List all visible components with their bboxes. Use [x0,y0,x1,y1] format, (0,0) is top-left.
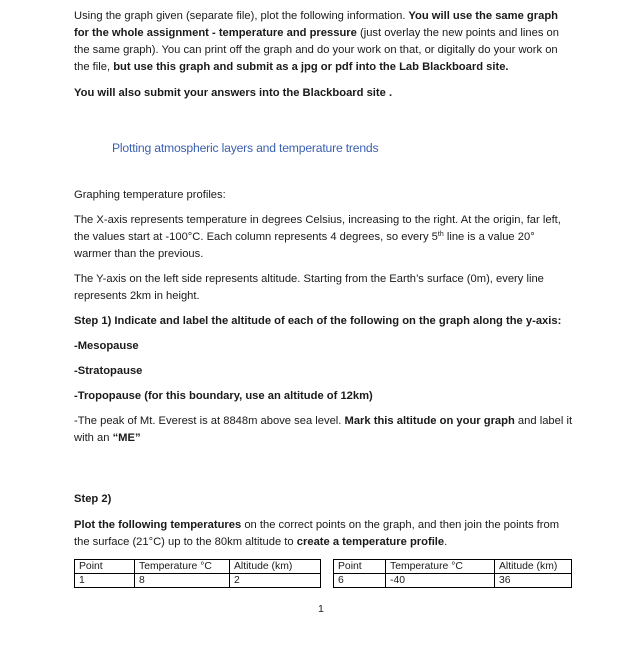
table-row [334,574,572,588]
table-cell: 8 [135,574,230,588]
intro-text-1: Using the graph given (separate file), plot the following information. [74,10,406,22]
step2-bold-a: Plot the following temperatures [74,519,242,531]
xaxis-text-b: line is a value 20° warmer than the previous. [74,231,535,260]
intro-bold-1: You will use the same graph for the whole assignment - temperature and pressure [74,10,558,39]
table-header-cell: Temperature °C [135,560,230,574]
table-header-cell: Temperature °C [386,560,495,574]
step2-paragraph [74,517,574,551]
step2-title: Step 2) [74,493,112,505]
table-header-row [75,560,321,574]
table-cell: 6 [334,574,386,588]
step2-text-b: on the correct points on the graph, and then join the points from the surface (21°C) up to the 80km altitude to [74,519,560,548]
submit-note: You will also submit your answers into the Blackboard site . [74,87,393,99]
step2-bold-c: create a temperature profile [296,536,445,548]
table-row [75,574,321,588]
table-cell: 36 [495,574,572,588]
section-heading: Plotting atmospheric layers and temperature trends [112,141,379,155]
table-header-row [334,560,572,574]
table-cell: 1 [75,574,135,588]
step2-text-d: . [444,536,448,548]
table-cell: -40 [386,574,495,588]
table-header-cell: Altitude (km) [495,560,572,574]
step1-title: Step 1) Indicate and label the altitude of each of the following on the graph along the y-axis: [74,315,562,327]
everest-bold-b: Mark this altitude on your graph [344,415,515,427]
page-number: 1 [318,603,324,615]
everest-text-a: -The peak of Mt. Everest is at 8848m above sea level. [74,415,345,427]
table-header-cell: Point [75,560,135,574]
step1-item-tropopause: -Tropopause (for this boundary, use an altitude of 12km) [74,390,373,402]
everest-paragraph [74,413,574,447]
xaxis-text-a: The X-axis represents temperature in degrees Celsius, increasing to the right. At the origin, far left, the values start at -100°C. Each column represents 4 degrees, so every 5 [74,214,561,243]
table-cell: 2 [230,574,321,588]
step1-item-stratopause: -Stratopause [74,365,143,377]
yaxis-paragraph: The Y-axis on the left side represents altitude. Starting from the Earth’s surface (0m), every line represents 2km in height. [74,273,544,302]
intro-text-2: (just overlay the new points and lines on the same graph). You can print off the graph and do your work on that, or digitally do your work on the file, [74,27,559,73]
document-page [74,8,574,551]
step1-item-mesopause: -Mesopause [74,340,139,352]
table-header-cell: Altitude (km) [230,560,321,574]
xaxis-superscript: th [437,231,444,238]
points-table-right [333,559,572,588]
intro-paragraph [74,8,574,76]
profiles-title: Graphing temperature profiles: [74,189,226,201]
everest-text-c: and label it with an [74,415,573,444]
data-tables [74,559,574,591]
points-table-left [74,559,321,588]
everest-bold-d: “ME” [112,432,141,444]
xaxis-paragraph [74,212,574,263]
table-header-cell: Point [334,560,386,574]
intro-bold-2: but use this graph and submit as a jpg or pdf into the Lab Blackboard site. [113,61,509,73]
